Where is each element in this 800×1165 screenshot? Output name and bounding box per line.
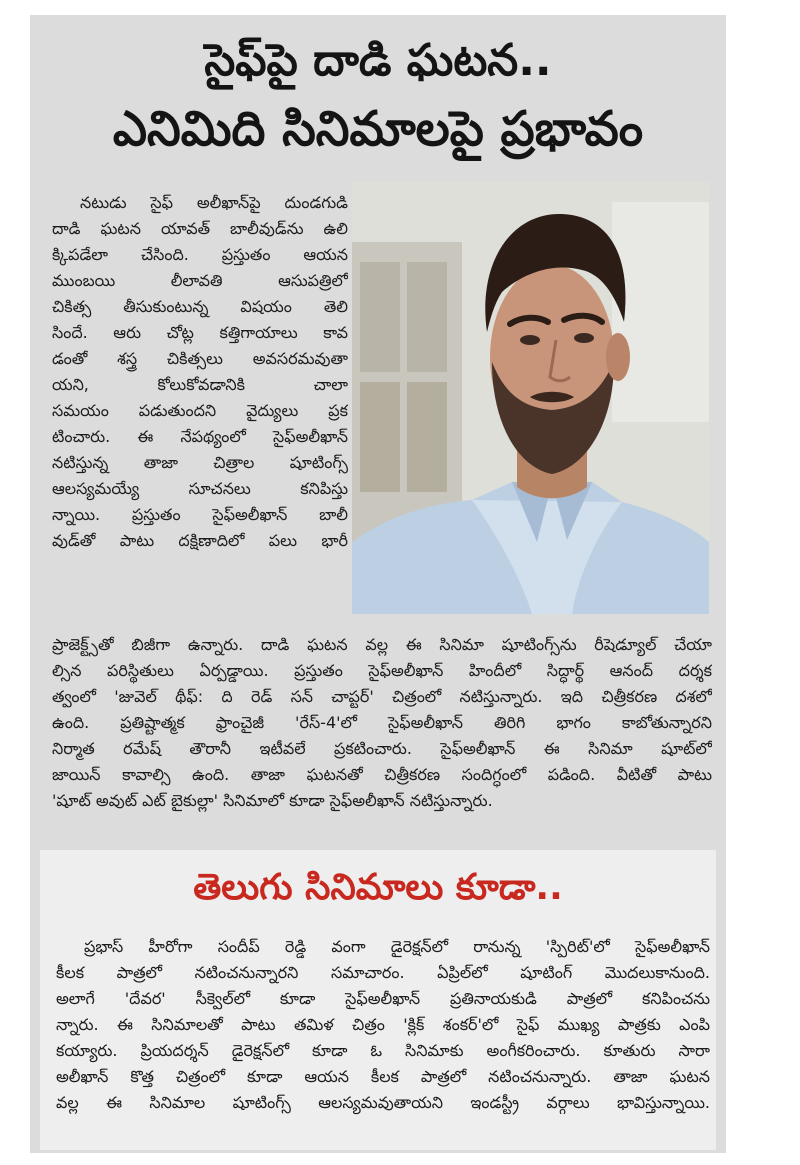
text-line: యని, కోలుకోవడానికి చాలా bbox=[52, 375, 348, 394]
headline-line-1: సైఫ్‌పై దాడి ఘటన.. bbox=[204, 35, 552, 86]
text-line: నటుడు సైఫ్ అలీఖాన్‌పై దుండగుడి bbox=[80, 193, 348, 212]
text-line: ముంబయి లీలావతి ఆసుపత్రిలో bbox=[52, 271, 348, 290]
article-wide-text bbox=[52, 632, 712, 814]
text-line: న్నాయి. ప్రస్తుతం సైఫ్‌అలీఖాన్ బాలీ bbox=[52, 505, 348, 524]
text-line: ప్రాజెక్ట్స్‌తో బిజీగా ఉన్నారు. దాడి ఘటన వల్ల ఈ సినిమా షూటింగ్స్‌ను రీషెడ్యూల్ చేయా bbox=[52, 635, 712, 654]
text-line: త్వంలో 'జువెల్ థీఫ్: ది రెడ్ సన్ చాప్టర్' చిత్రంలో నటిస్తున్నారు. ఇది చిత్రీకరణ దశలో bbox=[52, 687, 712, 706]
text-line: 'షూట్ అవుట్ ఎట్ బైకుల్లా' సినిమాలో కూడా సైఫ్‌అలీఖాన్ నటిస్తున్నారు. bbox=[52, 791, 493, 810]
text-line: ల్సిన పరిస్థితులు ఏర్పడ్డాయి. ప్రస్తుతం సైఫ్‌అలీఖాన్ హిందీలో సిద్ధార్థ్ ఆనంద్ దర్శక bbox=[52, 661, 712, 680]
article-column-text bbox=[52, 190, 348, 554]
actor-photo bbox=[352, 182, 709, 614]
text-line: నటిస్తున్న తాజా చిత్రాల షూటింగ్స్ bbox=[52, 453, 348, 472]
text-line: నిర్మాత రమేష్ తౌరానీ ఇటీవలే ప్రకటించారు. సైఫ్‌అలీఖాన్ ఈ సినిమా షూట్‌లో bbox=[52, 739, 712, 758]
text-line: ప్రభాస్ హీరోగా సందీప్ రెడ్డి వంగా డైరెక్షన్‌లో రానున్న 'స్పిరిట్'లో సైఫ్‌అలీఖాన్ bbox=[84, 937, 710, 956]
text-line: టించారు. ఈ నేపథ్యంలో సైఫ్‌అలీఖాన్ bbox=[52, 427, 348, 446]
text-line: చికిత్స తీసుకుంటున్న విషయం తెలి bbox=[52, 297, 348, 316]
text-line: వల్ల ఈ సినిమాల షూటింగ్స్ ఆలస్యమవుతాయని ఇండస్ట్రీ వర్గాలు భావిస్తున్నాయి. bbox=[56, 1093, 710, 1112]
text-line: అలాగే 'దేవర' సీక్వెల్‌లో కూడా సైఫ్‌అలీఖాన్ ప్రతినాయకుడి పాత్రలో కనిపించను bbox=[56, 989, 710, 1008]
text-line: కీలక పాత్రలో నటించనున్నారని సమాచారం. ఏప్రిల్‌లో షూటింగ్ మొదలుకానుంది. bbox=[56, 963, 710, 982]
text-line: దాడి ఘటన యావత్ బాలీవుడ్‌ను ఉలి bbox=[52, 219, 348, 238]
headline bbox=[30, 15, 726, 180]
text-line: జాయిన్ కావాల్సి ఉంది. తాజా ఘటనతో చిత్రీకరణ సందిగ్ధంలో పడింది. వీటితో పాటు bbox=[52, 765, 712, 784]
text-line: న్నారు. ఈ సినిమాలతో పాటు తమిళ చిత్రం 'క్లిక్ శంకర్'లో సైఫ్ ముఖ్య పాత్రకు ఎంపి bbox=[56, 1015, 710, 1034]
headline-line-2: ఎనిమిది సినిమాలపై ప్రభావం bbox=[112, 101, 644, 157]
text-line: ఆలస్యమయ్యే సూచనలు కనిపిస్తు bbox=[52, 479, 348, 498]
text-line: సిందే. ఆరు చోట్ల కత్తిగాయాలు కావ bbox=[52, 323, 348, 342]
text-line: వుడ్‌తో పాటు దక్షిణాదిలో పలు భారీ bbox=[52, 531, 348, 550]
subheading: తెలుగు సినిమాలు కూడా.. bbox=[193, 867, 563, 908]
text-line: డంతో శస్త్ర చికిత్సలు అవసరమవుతా bbox=[52, 349, 348, 368]
telugu-films-text bbox=[56, 934, 710, 1116]
text-line: అలీఖాన్ కొత్త చిత్రంలో కూడా ఆయన కీలక పాత్రలో నటించనున్నారు. తాజా ఘటన bbox=[56, 1067, 710, 1086]
text-line: కయ్యారు. ప్రియదర్శన్ డైరెక్షన్‌లో కూడా ఓ సినిమాకు అంగీకరించారు. కూతురు సారా bbox=[56, 1041, 710, 1060]
text-line: సమయం పడుతుందని వైద్యులు ప్రక bbox=[52, 401, 348, 420]
text-line: ఉంది. ప్రతిష్టాత్మక ఫ్రాంచైజీ 'రేస్-4'లో సైఫ్‌అలీఖాన్ తిరిగి భాగం కాబోతున్నారని bbox=[52, 713, 712, 732]
text-line: క్కిపడేలా చేసింది. ప్రస్తుతం ఆయన bbox=[52, 245, 348, 264]
